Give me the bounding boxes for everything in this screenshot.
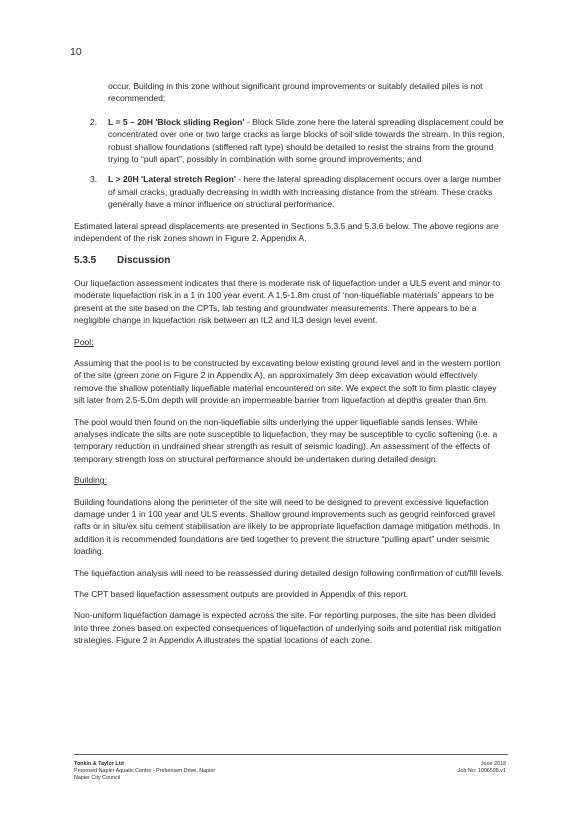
list-item-continuation: occur. Building in this zone without significant ground improvements or suitably detailed piles is not recommended; [108,81,483,104]
document-body [74,80,508,656]
footer-company: Tonkin & Taylor Ltd [74,761,124,767]
pool-heading: Pool: [74,336,94,347]
footer-left [74,761,215,783]
list-item-heading: L > 20H 'Lateral stretch Region' [108,174,236,185]
section-heading [74,255,508,267]
footer-right [458,761,506,775]
paragraph: Non-uniform liquefaction damage is expected across the site. For reporting purposes, the site has been divided into three zones based on expected consequences of liquefaction of underlying soils and potential risk mitigation strategies. Figure 2 in Appendix A illustrates the spatial locations of each zone. [74,610,502,646]
regions-list [74,116,508,211]
paragraph: Assuming that the pool is to be constructed by excavating below existing ground level and in the western portion of the site (green zone on Figure 2 in Appendix A), an approximately 3m deep excavation would effectively remove the shallow potentially liquefiable material encountered on site. We expect the soft to firm plastic clayey silt later from 2.5-5.0m depth will provide an impermeable barrier from liquefaction at depths greater than 6m. [74,357,501,406]
paragraph: Building foundations along the perimeter of the site will need to be designed to prevent excessive liquefaction damage under 1 in 100 year and ULS events. Shallow ground improvements such as geogrid reinforced gravel rafts or in situ/ex situ cement stabilisation are likely to be appropriate liquefaction damage mitigation methods. In addition it is recommended foundations are tied together to prevent the structure “pulling apart” under seismic loading. [74,496,501,557]
list-item-text: - here the lateral spreading displacement occurs over a large number of small cracks, gradually decreasing in width with increasing distance from the stream. These cracks generally have a minor influence on structural performance. [108,174,501,210]
discussion-paragraph: Our liquefaction assessment indicates that there is moderate risk of liquefaction under a ULS event and minor to moderate liquefaction risk in a 1 in 100 year event. A 1.5-1.8m crust of ‘non-liquefiable materials’ appears to be present at the site based on the CPTs, lab testing and groundwater measurements. There appears to be a negligible change in liquefaction risk between an IL2 and IL3 design level event. [74,277,501,326]
paragraph: The pool would then found on the non-liquefiable silts underlying the upper liquefiable sands lenses. While analyses indicate the silts are note susceptible to liquefaction, they may be susceptible to cyclic softening (i.e. a temporary reduction in undrained shear strength as result of seismic loading). An assessment of the effects of temporary strength loss on structural performance should be undertaken during detailed design. [74,416,498,464]
footer-project: Proposed Napier Aquatic Centre - Prebensen Drive, Napier [74,768,216,775]
page-number: 10 [70,46,82,58]
list-item [74,173,508,210]
list-item-number: 3. [90,174,98,185]
list-item-heading: L = 5 – 20H 'Block sliding Region' [108,116,245,127]
footer-job-number: Job No: 1006598.v1 [457,768,506,775]
footer-client: Napier City Council [74,775,121,782]
paragraph: The liquefaction analysis will need to be reassessed during detailed design following confirmation of cut/fill levels. [74,567,504,578]
building-heading: Building: [74,475,107,486]
footer-divider [74,754,508,755]
list-item-number: 2. [90,116,98,127]
footer-date: June 2018 [480,761,506,767]
list-item [74,116,508,166]
section-number: 5.3.5 [74,255,97,267]
list-item-text: - Block Slide zone here the lateral spreading displacement could be concentrated over one or two large cracks as large blocks of soil slide towards the stream. In this region, robust shallow foundations (stiffened raft type) should be detailed to resist the strains from the ground trying to “pull apart”, possibly in combination with some ground improvements; and [108,116,505,165]
section-title: Discussion [117,255,171,267]
paragraph: The CPT based liquefaction assessment outputs are provided in Appendix of this report. [74,589,409,599]
lateral-spread-paragraph: Estimated lateral spread displacements are presented in Sections 5.3.5 and 5.3.6 below. The above regions are independent of the risk zones shown in Figure 2, Appendix A. [74,220,499,244]
